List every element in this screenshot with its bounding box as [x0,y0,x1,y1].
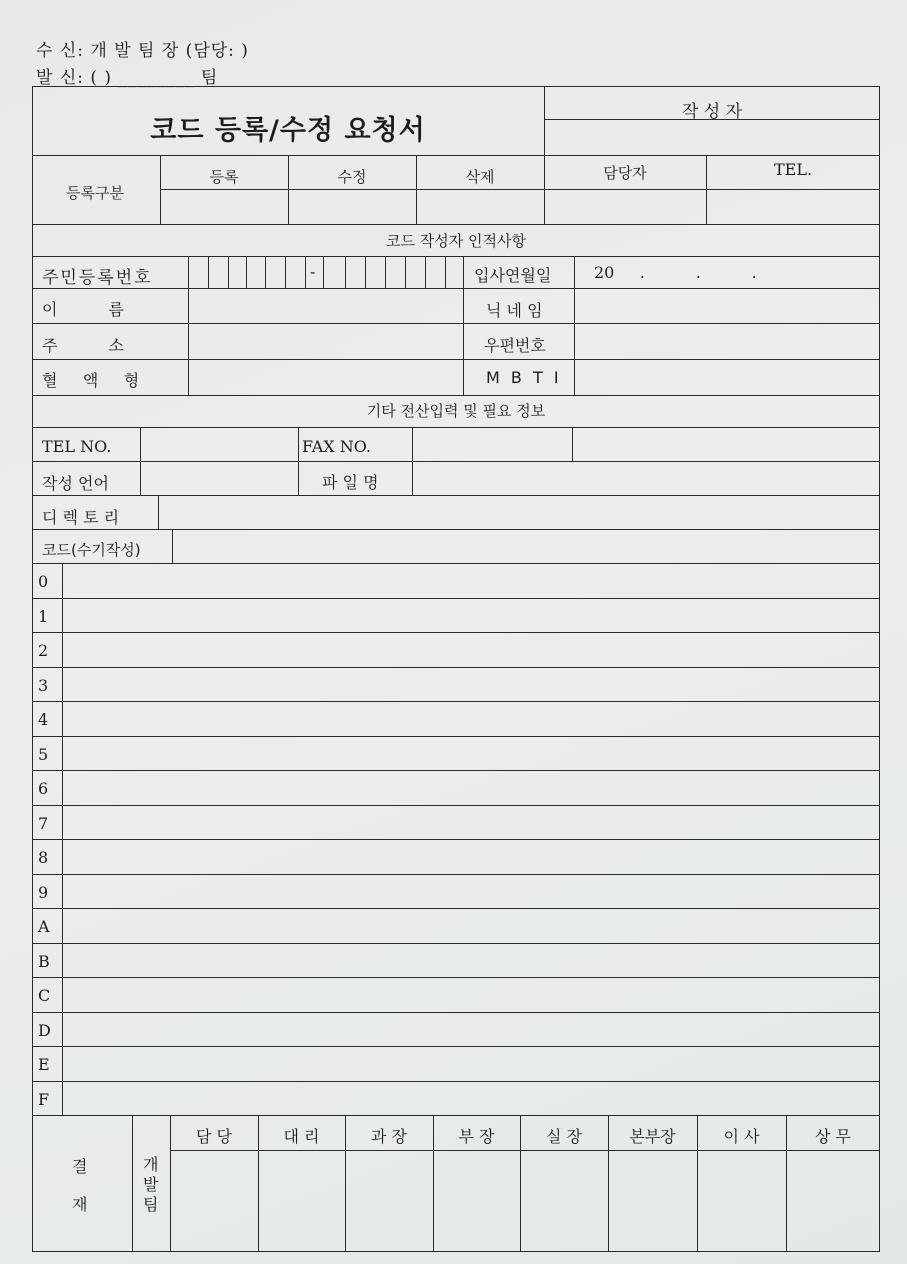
name-label: 이 름 [42,300,124,319]
address-field[interactable] [190,325,461,356]
code-row-label: E [38,1055,50,1074]
code-row-label: 8 [38,848,49,867]
code-row-field[interactable] [64,841,878,872]
divider [62,1081,63,1116]
option-modify: 수정 [337,168,367,186]
divider [32,736,880,737]
recipient-line [36,36,249,61]
divider [32,943,880,944]
mbti-label: M B T I [486,368,562,387]
divider [32,256,880,257]
code-row-field[interactable] [64,910,878,941]
team-label-2: 발 [143,1175,159,1194]
approval-signature-box[interactable] [260,1153,343,1249]
divider [62,1012,63,1047]
approval-role-label: 이 사 [723,1127,760,1146]
divider [62,839,63,874]
divider [32,667,880,668]
postal-field[interactable] [576,325,878,356]
code-row-field[interactable] [64,1014,878,1045]
author-label: 작 성 자 [681,102,743,122]
divider [158,495,159,529]
nickname-label: 닉 네 임 [486,301,543,320]
sender-value: : ( ) ________ 팀 [77,68,219,88]
code-row-field[interactable] [64,738,878,769]
divider [463,256,464,395]
divider [520,1115,521,1252]
code-row-field[interactable] [64,669,878,700]
code-row-field[interactable] [64,876,878,907]
divider [62,563,63,598]
divider [32,395,880,396]
divider [188,256,189,395]
divider [32,427,880,428]
digit-box-divider [385,256,386,288]
filename-field[interactable] [414,463,878,494]
divider [172,529,173,563]
code-row-field[interactable] [64,772,878,803]
divider [32,529,880,530]
delete-checkbox[interactable] [418,191,542,222]
divider [32,632,880,633]
sender-label: 발 신 [36,68,78,88]
divider [544,119,880,120]
approval-role-label: 본부장 [629,1127,676,1146]
tel-field[interactable] [708,191,878,222]
approval-signature-box[interactable] [699,1153,784,1249]
divider [32,1046,880,1047]
divider [32,839,880,840]
filename-label: 파 일 명 [322,473,379,492]
divider [32,288,880,289]
code-row-label: A [38,917,50,936]
code-row-field[interactable] [64,703,878,734]
divider [170,1150,880,1151]
form-title: 코드 등록/수정 요청서 [150,115,426,146]
divider [32,874,880,875]
digit-box-divider [445,256,446,288]
option-register: 등록 [209,168,239,186]
recipient-value: : 개 발 팀 장 (담당: ) [77,41,249,61]
code-row-label: F [38,1089,50,1109]
digit-box-divider [405,256,406,288]
postal-label: 우편번호 [484,336,546,355]
manager-field[interactable] [546,191,704,222]
code-section-label: 코드(수기작성) [42,541,141,559]
digit-box-divider [305,256,306,288]
author-field[interactable] [546,122,878,152]
personal-section-title: 코드 작성자 인적사항 [386,232,526,250]
divider [62,1046,63,1081]
digit-box-divider [345,256,346,288]
divider [62,977,63,1012]
code-row-field[interactable] [64,1048,878,1079]
divider [32,1115,880,1116]
option-delete: 삭제 [465,168,495,186]
divider [62,908,63,943]
divider [62,805,63,840]
directory-field[interactable] [160,497,878,528]
approval-signature-box[interactable] [522,1153,606,1249]
divider [132,1115,133,1252]
divider [160,189,880,190]
approval-role-label: 과 장 [371,1127,407,1146]
directory-label: 디 렉 토 리 [42,508,120,527]
divider [32,1012,880,1013]
modify-checkbox[interactable] [290,191,414,222]
divider [62,874,63,909]
code-row-field[interactable] [64,1083,878,1114]
divider [32,495,880,496]
code-row-label: B [38,951,50,971]
mbti-field[interactable] [576,361,878,393]
approval-role-label: 상 무 [815,1127,851,1146]
code-row-label: D [38,1020,51,1040]
approval-signature-box[interactable] [610,1153,695,1249]
divider [32,563,880,564]
code-row-field[interactable] [64,979,878,1010]
code-row-label: 0 [38,572,49,591]
code-row-label: C [38,986,51,1005]
code-row-label: 3 [38,675,49,695]
digit-box-divider [208,256,209,288]
resident-no-label: 주민등록번호 [42,268,153,288]
code-row-field[interactable] [64,565,878,596]
language-label: 작성 언어 [42,474,109,493]
code-row-label: 2 [38,641,49,660]
code-row-field[interactable] [64,600,878,631]
divider [62,598,63,633]
team-label-1: 개 [143,1155,159,1174]
digit-box-divider [228,256,229,288]
tel-no-field[interactable] [142,429,296,460]
approval-signature-box[interactable] [435,1153,518,1249]
divider [32,770,880,771]
approval-role-label: 담 당 [196,1127,232,1146]
code-row-label: 6 [38,779,49,798]
code-row-label: 7 [38,813,49,833]
divider [32,461,880,462]
team-label-3: 팀 [143,1195,159,1214]
tel-no-label: TEL NO. [42,437,112,456]
fax-no-field[interactable] [414,429,570,460]
divider [574,256,575,395]
code-row-label: 4 [38,710,49,729]
approval-signature-box[interactable] [788,1153,878,1249]
hire-date-value[interactable]: 20 . . . [594,263,757,282]
digit-box-divider [365,256,366,288]
tel-label: TEL. [773,160,813,179]
divider [697,1115,698,1252]
divider [32,908,880,909]
resident-no-dash: - [310,262,316,281]
digit-box-divider [265,256,266,288]
divider [62,770,63,805]
approval-label-bottom: 재 [72,1195,88,1214]
divider [32,323,880,324]
divider [62,943,63,978]
divider [433,1115,434,1252]
digit-box-divider [246,256,247,288]
divider [32,977,880,978]
other-section-title: 기타 전산입력 및 필요 정보 [366,402,546,420]
approval-signature-box[interactable] [347,1153,431,1249]
name-field[interactable] [190,290,461,321]
divider [32,701,880,702]
recipient-label: 수 신 [36,41,78,61]
hire-date-label: 입사연월일 [474,266,552,285]
divider [32,598,880,599]
code-row-label: 1 [38,606,49,626]
divider [62,701,63,736]
approval-label-top: 결 [72,1157,88,1176]
code-row-field[interactable] [64,807,878,838]
divider [62,632,63,667]
blood-type-field[interactable] [190,361,461,393]
divider [345,1115,346,1252]
nickname-field[interactable] [576,290,878,321]
divider [32,224,880,225]
divider [258,1115,259,1252]
sender-line [36,63,218,88]
code-row-field[interactable] [64,945,878,976]
digit-box-divider [285,256,286,288]
approval-role-label: 실 장 [546,1127,582,1146]
approval-signature-box[interactable] [172,1153,256,1249]
digit-box-divider [425,256,426,288]
blood-type-label: 혈 액 형 [42,371,140,390]
manager-label: 담당자 [603,164,647,182]
approval-role-label: 부 장 [458,1127,495,1146]
divider [572,427,573,461]
divider [62,667,63,702]
code-row-field[interactable] [64,634,878,665]
language-field[interactable] [142,463,296,494]
digit-box-divider [323,256,324,288]
code-row-label: 5 [38,744,49,764]
address-label: 주 소 [42,336,124,355]
divider [62,736,63,771]
divider [608,1115,609,1252]
register-checkbox[interactable] [162,191,286,222]
divider [32,359,880,360]
registration-label: 등록구분 [66,184,124,202]
fax-no-label: FAX NO. [302,437,372,456]
divider [32,805,880,806]
divider [786,1115,787,1252]
divider [32,1081,880,1082]
approval-role-label: 대 리 [283,1127,320,1146]
code-row-label: 9 [38,882,49,902]
